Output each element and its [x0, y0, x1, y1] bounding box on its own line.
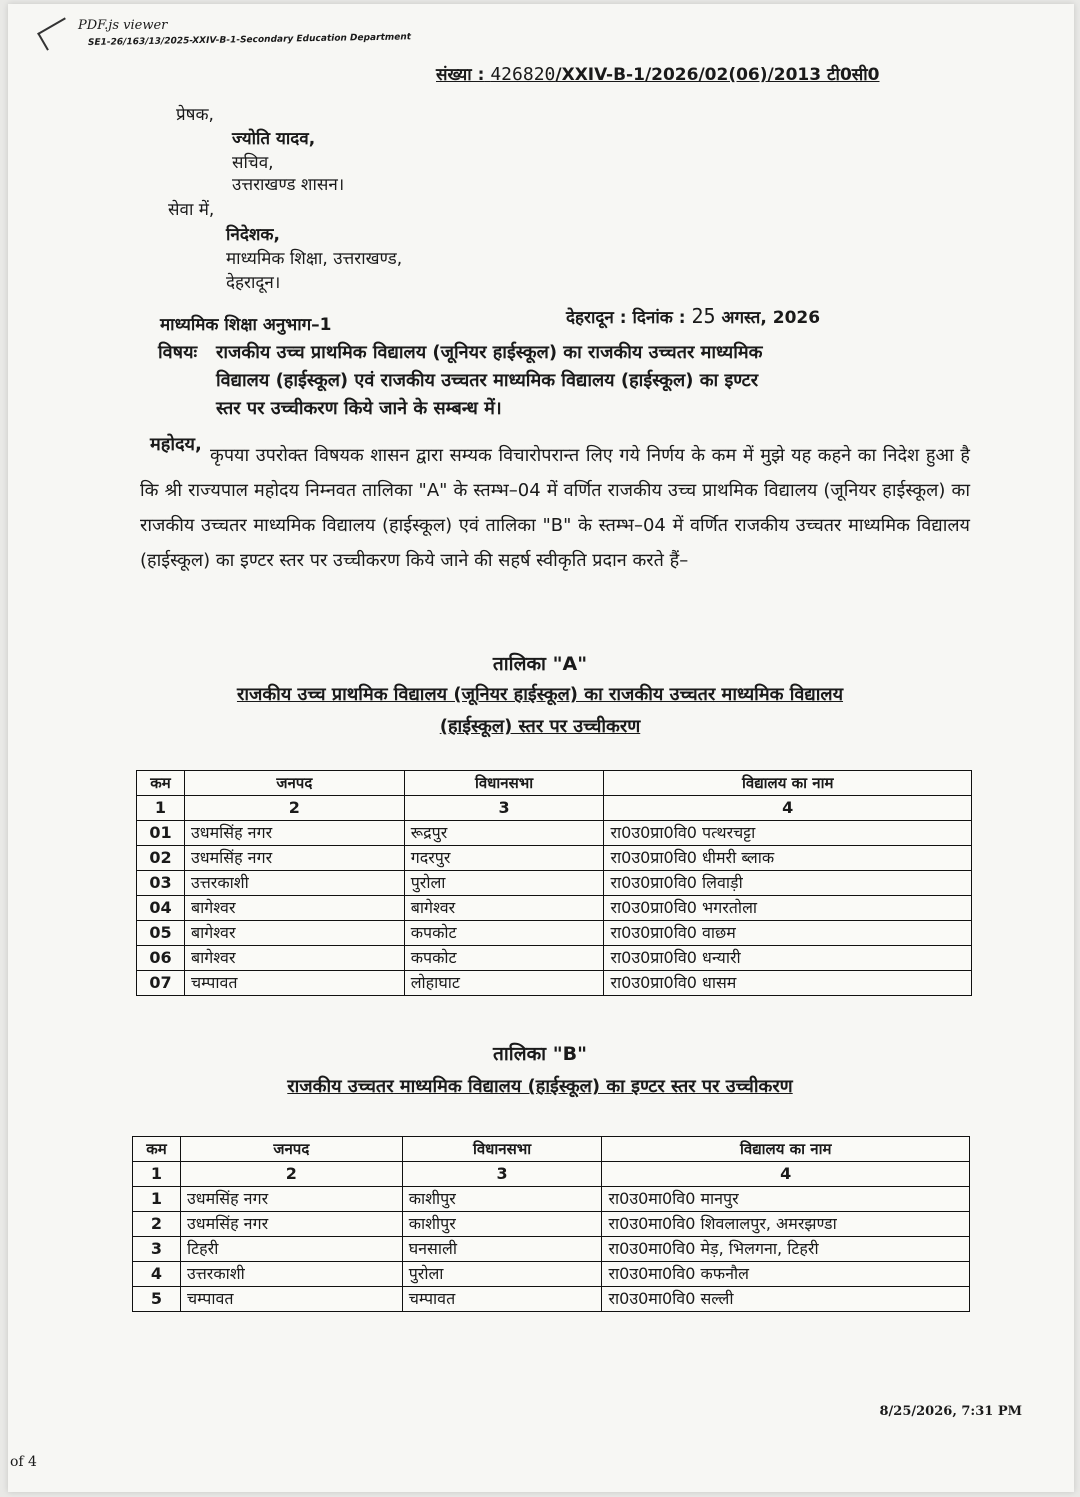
table-a-subtitle-2: (हाईस्कूल) स्तर पर उच्चीकरण [439, 716, 641, 737]
cell-district: टिहरी [180, 1237, 402, 1262]
cell-serial: 1 [133, 1187, 181, 1212]
table-row [137, 921, 972, 946]
cell-school-name: रा0उ0प्रा0वि0 धीमरी ब्लाक [604, 846, 972, 871]
col-number: 4 [604, 796, 972, 821]
header-district: जनपद [184, 771, 404, 796]
cell-constituency: घनसाली [402, 1237, 602, 1262]
table-row [137, 871, 972, 896]
letter-number-prefix: संख्या : [436, 65, 485, 85]
header-constituency: विधानसभा [404, 771, 604, 796]
cell-serial: 4 [133, 1262, 181, 1287]
cell-school-name: रा0उ0प्रा0वि0 धासम [604, 971, 972, 996]
cell-school-name: रा0उ0मा0वि0 शिवलालपुर, अमरझण्डा [602, 1212, 970, 1237]
subject-line-3: स्तर पर उच्चीकरण किये जाने के सम्बन्ध में। [216, 398, 502, 419]
cell-constituency: पुरोला [402, 1262, 602, 1287]
print-timestamp: 8/25/2026, 7:31 PM [879, 1404, 1022, 1419]
cell-district: उधमसिंह नगर [184, 846, 404, 871]
sender-post: सचिव, [232, 153, 274, 173]
table-row [137, 846, 972, 871]
col-number: 2 [180, 1162, 402, 1187]
table-row [137, 946, 972, 971]
letter-date [566, 304, 820, 328]
col-number: 3 [404, 796, 604, 821]
letter-number [436, 62, 880, 85]
cell-constituency: कपकोट [404, 921, 604, 946]
cell-serial: 04 [137, 896, 185, 921]
cell-school-name: रा0उ0प्रा0वि0 लिवाड़ी [604, 871, 972, 896]
subject-line-2: विद्यालय (हाईस्कूल) एवं राजकीय उच्चतर माध्यमिक विद्यालय (हाईस्कूल) का इण्टर [216, 370, 759, 391]
table-b [132, 1136, 970, 1312]
cell-district: उधमसिंह नगर [184, 821, 404, 846]
table-b-subtitle: राजकीय उच्चतर माध्यमिक विद्यालय (हाईस्कूल) का इण्टर स्तर पर उच्चीकरण [287, 1076, 793, 1097]
cell-district: बागेश्वर [184, 946, 404, 971]
cell-district: बागेश्वर [184, 896, 404, 921]
table-row [137, 821, 972, 846]
cell-serial: 01 [137, 821, 185, 846]
cell-constituency: रूद्रपुर [404, 821, 604, 846]
cell-serial: 2 [133, 1212, 181, 1237]
col-number: 4 [602, 1162, 970, 1187]
sender-dept: उत्तराखण्ड शासन। [232, 175, 345, 195]
cell-district: चम्पावत [180, 1287, 402, 1312]
date-day: 25 [691, 304, 716, 328]
cell-serial: 3 [133, 1237, 181, 1262]
table-row [133, 1287, 970, 1312]
col-number: 3 [402, 1162, 602, 1187]
cell-district: उत्तरकाशी [184, 871, 404, 896]
table-row [133, 1237, 970, 1262]
table-row [133, 1262, 970, 1287]
section-name: माध्यमिक शिक्षा अनुभाग–1 [160, 315, 332, 335]
table-column-number-row [133, 1162, 970, 1187]
salutation: महोदय, [150, 434, 202, 455]
table-row [137, 896, 972, 921]
cell-constituency: कपकोट [404, 946, 604, 971]
sender-name: ज्योति यादव, [232, 129, 316, 149]
header-district: जनपद [180, 1137, 402, 1162]
sender-label: प्रेषक, [176, 105, 214, 125]
cell-district: उधमसिंह नगर [180, 1212, 402, 1237]
table-header-row [137, 771, 972, 796]
cell-school-name: रा0उ0मा0वि0 सल्ली [602, 1287, 970, 1312]
date-prefix: देहरादून : दिनांक : [566, 308, 686, 328]
cell-constituency: बागेश्वर [404, 896, 604, 921]
cell-constituency: पुरोला [404, 871, 604, 896]
col-number: 1 [137, 796, 185, 821]
header-school-name: विद्यालय का नाम [604, 771, 972, 796]
letter-body: कृपया उपरोक्त विषयक शासन द्वारा सम्यक विचारोपरान्त लिए गये निर्णय के कम में मुझे यह कहने का निदेश हुआ है कि श्री राज्यपाल महोदय निम्नवत तालिका "A" के स्तम्भ–04 में वर्णित राजकीय उच्च प्राथमिक विद्यालय (जूनियर हाईस्कूल) का राजकीय उच्चतर माध्यमिक विद्यालय (हाईस्कूल) एवं तालिका "B" के स्तम्भ–04 में वर्णित राजकीय उच्चतर माध्यमिक विद्यालय (हाईस्कूल) का इण्टर स्तर पर उच्चीकरण किये जाने की सहर्ष स्वीकृति प्रदान करते हैं– [140, 445, 970, 571]
cell-school-name: रा0उ0प्रा0वि0 वाछम [604, 921, 972, 946]
cell-serial: 07 [137, 971, 185, 996]
cell-school-name: रा0उ0प्रा0वि0 धन्यारी [604, 946, 972, 971]
cell-constituency: काशीपुर [402, 1187, 602, 1212]
letter-number-handwritten: 426820 [490, 64, 556, 85]
cell-serial: 5 [133, 1287, 181, 1312]
viewer-title: PDF.js viewer [78, 18, 168, 33]
table-a-subtitle-1: राजकीय उच्च प्राथमिक विद्यालय (जूनियर हाईस्कूल) का राजकीय उच्चतर माध्यमिक विद्यालय [236, 684, 844, 705]
cell-school-name: रा0उ0मा0वि0 मेड़, भिलगना, टिहरी [602, 1237, 970, 1262]
cell-constituency: गदरपुर [404, 846, 604, 871]
table-row [133, 1212, 970, 1237]
to-label: सेवा में, [168, 200, 215, 220]
col-number: 2 [184, 796, 404, 821]
cell-district: उत्तरकाशी [180, 1262, 402, 1287]
cell-serial: 06 [137, 946, 185, 971]
table-column-number-row [137, 796, 972, 821]
table-row [133, 1187, 970, 1212]
date-rest: अगस्त, 2026 [721, 308, 821, 328]
header-serial: कम [133, 1137, 181, 1162]
cell-school-name: रा0उ0मा0वि0 मानपुर [602, 1187, 970, 1212]
table-header-row [133, 1137, 970, 1162]
cell-district: चम्पावत [184, 971, 404, 996]
table-row [137, 971, 972, 996]
subject-line-1: राजकीय उच्च प्राथमिक विद्यालय (जूनियर हाईस्कूल) का राजकीय उच्चतर माध्यमिक [216, 342, 763, 363]
subject-label: विषयः [158, 342, 198, 363]
letter-number-suffix: /XXIV-B-1/2026/02(06)/2013 टी0सी0 [555, 65, 880, 85]
table-a [136, 770, 972, 996]
cell-district: बागेश्वर [184, 921, 404, 946]
cell-school-name: रा0उ0मा0वि0 कफनौल [602, 1262, 970, 1287]
to-dept: माध्यमिक शिक्षा, उत्तराखण्ड, [226, 249, 403, 269]
cell-constituency: काशीपुर [402, 1212, 602, 1237]
table-b-title: तालिका "B" [493, 1043, 587, 1065]
cell-serial: 03 [137, 871, 185, 896]
to-post: निदेशक, [226, 225, 280, 245]
header-serial: कम [137, 771, 185, 796]
header-constituency: विधानसभा [402, 1137, 602, 1162]
cell-school-name: रा0उ0प्रा0वि0 पत्थरचट्टा [604, 821, 972, 846]
cell-serial: 02 [137, 846, 185, 871]
header-school-name: विद्यालय का नाम [602, 1137, 970, 1162]
cell-school-name: रा0उ0प्रा0वि0 भगरतोला [604, 896, 972, 921]
file-reference: SE1-26/163/13/2025-XXIV-B-1-Secondary Education Department [87, 32, 412, 48]
to-city: देहरादून। [226, 273, 281, 293]
cell-constituency: चम्पावत [402, 1287, 602, 1312]
table-a-title: तालिका "A" [492, 653, 588, 675]
cell-constituency: लोहाघाट [404, 971, 604, 996]
page-count: of 4 [10, 1454, 37, 1470]
cell-district: उधमसिंह नगर [180, 1187, 402, 1212]
col-number: 1 [133, 1162, 181, 1187]
cell-serial: 05 [137, 921, 185, 946]
